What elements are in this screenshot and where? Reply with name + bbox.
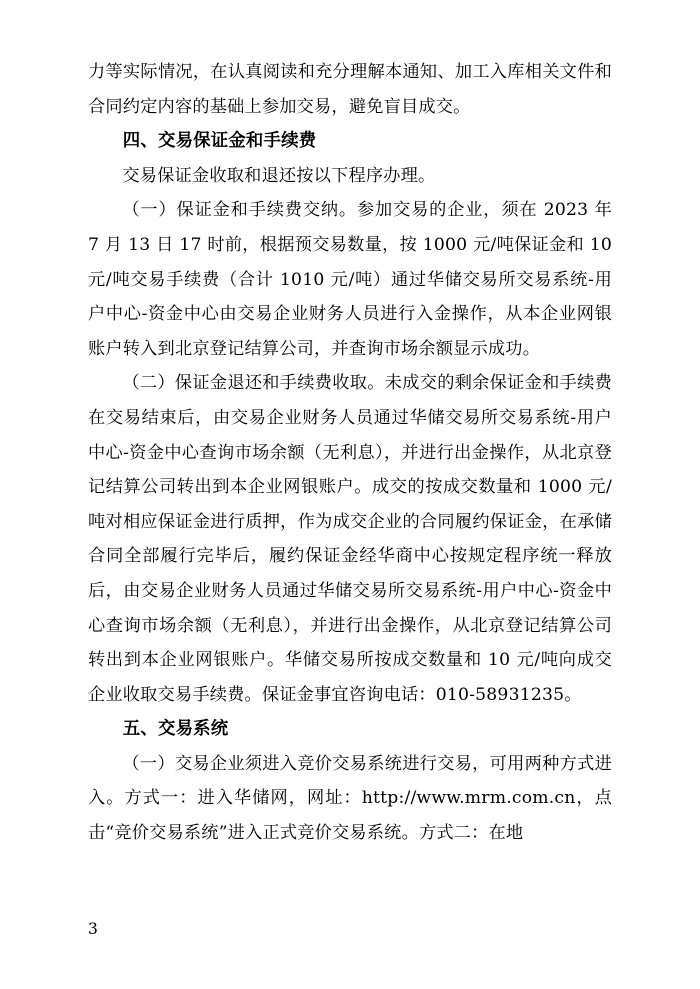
heading-section-four: 四、交易保证金和手续费 [122,131,317,152]
document-body [88,55,612,851]
paragraph-procedure: 交易保证金收取和退还按以下程序办理。 [122,165,436,186]
heading-section-five: 五、交易系统 [122,719,229,740]
paragraph-continued: 力等实际情况，在认真阅读和充分理解本通知、加工入库相关文件和合同约定内容的基础上参加交易，避免盲目成交。 [88,62,612,117]
page-number: 3 [88,920,98,938]
paragraph-item-one: （一）保证金和手续费交纳。参加交易的企业，须在 2023 年 7 月 13 日 17 时前，根据预交易数量，按 1000 元/吨保证金和 10 元/吨交易手续费（合计 1010 元/吨）通过华储交易所交易系统-用户中心-资金中心由交易企业财务人员进行入金操作，从本企业网银账户转入到北京登记结算公司，并查询市场余额显示成功。 [88,200,612,359]
paragraph-item-five-one: （一）交易企业须进入竞价交易系统进行交易，可用两种方式进入。方式一：进入华储网，网址：http://www.mrm.com.cn，点击“竞价交易系统”进入正式竞价交易系统。方式二：在地 [88,753,612,844]
paragraph-item-two: （二）保证金退还和手续费收取。未成交的剩余保证金和手续费在交易结束后，由交易企业财务人员通过华储交易所交易系统-用户中心-资金中心查询市场余额（无利息），并进行出金操作，从北京登记结算公司转出到本企业网银账户。成交的按成交数量和 1000 元/吨对相应保证金进行质押，作为成交企业的合同履约保证金，在承储合同全部履行完毕后，履约保证金经华商中心按规定程序统一释放后，由交易企业财务人员通过华储交易所交易系统-用户中心-资金中心查询市场余额（无利息），并进行出金操作，从北京登记结算公司转出到本企业网银账户。华储交易所按成交数量和 10 元/吨向成交企业收取交易手续费。保证金事宜咨询电话：010-58931235。 [88,373,612,705]
